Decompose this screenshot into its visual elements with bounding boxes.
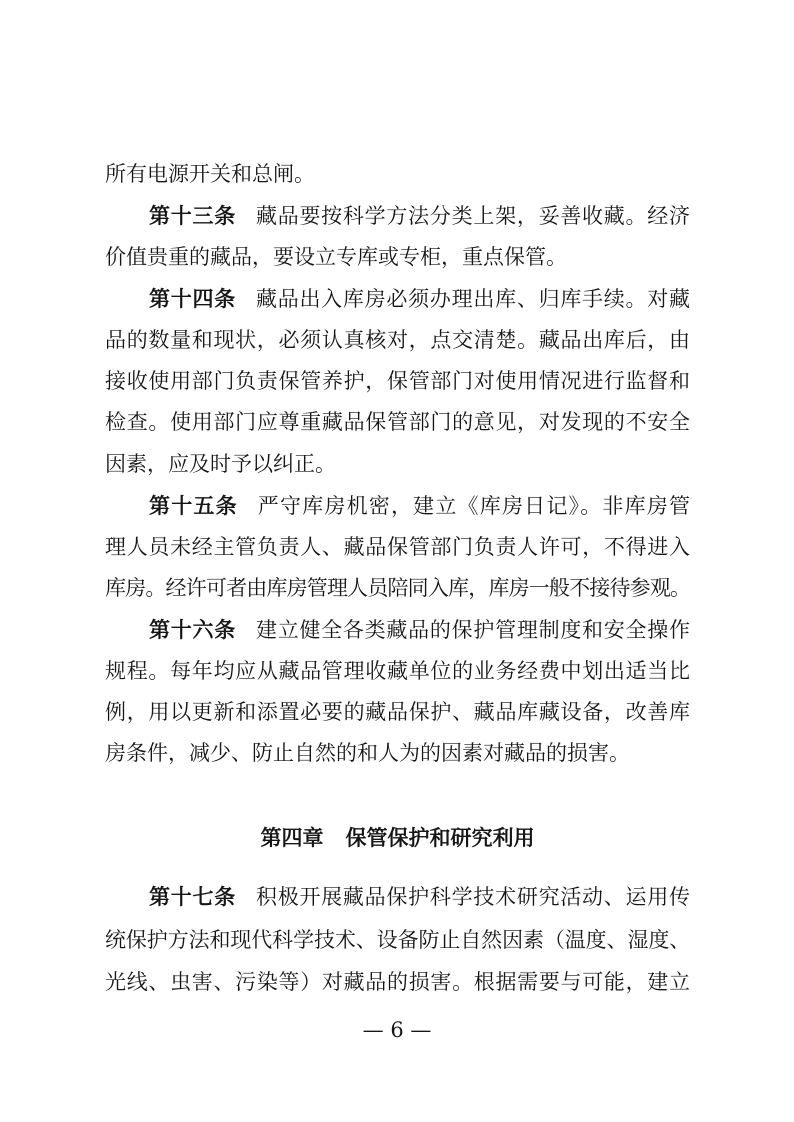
- article-text: 藏品出入库房必须办理出库、归库手续。对藏: [255, 287, 690, 312]
- text-line: 例，用以更新和添置必要的藏品保护、藏品库藏设备，改善库: [105, 700, 690, 725]
- text-line: 理人员未经主管负责人、藏品保管部门负责人许可，不得进入: [105, 534, 690, 559]
- article-14-first-line: [105, 278, 690, 319]
- body-text-lower: [105, 876, 690, 1004]
- article-label: 第十六条: [149, 617, 236, 643]
- body-text-upper: [105, 154, 690, 775]
- article-text: 严守库房机密，建立《库房日记》。非库房管: [257, 494, 690, 519]
- page-number: — 6 —: [362, 1018, 432, 1042]
- text-line: 光线、虫害、污染等）对藏品的损害。根据需要与可能，建立: [105, 970, 690, 994]
- text-line: 检查。使用部门应尊重藏品保管部门的意见，对发现的不安全: [105, 410, 690, 435]
- text-line: 价值贵重的藏品，要设立专库或专柜，重点保管。: [105, 244, 567, 269]
- article-text: 藏品要按科学方法分类上架，妥善收藏。经济: [255, 204, 690, 229]
- text-line: 库房。经许可者由库房管理人员陪同入库，库房一般不接待参观。: [105, 575, 690, 600]
- text-line: 规程。每年均应从藏品管理收藏单位的业务经费中划出适当比: [105, 658, 690, 683]
- article-label: 第十三条: [149, 203, 236, 229]
- article-15-first-line: [105, 485, 690, 526]
- article-13-first-line: [105, 195, 690, 236]
- text-line: 房条件，减少、防止自然的和人为的因素对藏品的损害。: [105, 741, 630, 766]
- article-17-first-line: [105, 876, 690, 919]
- text-line: 因素，应及时予以纠正。: [105, 451, 336, 476]
- chapter-number: 第四章: [260, 826, 324, 850]
- article-label: 第十七条: [149, 884, 236, 909]
- article-label: 第十四条: [149, 286, 236, 312]
- text-line: 品的数量和现状，必须认真核对，点交清楚。藏品出库后，由: [105, 327, 690, 352]
- chapter-title: 保管保护和研究利用: [345, 826, 535, 850]
- article-text: 积极开展藏品保护科学技术研究活动、运用传: [255, 885, 690, 909]
- text-line: 接收使用部门负责保管养护，保管部门对使用情况进行监督和: [105, 368, 690, 393]
- chapter-heading: [105, 818, 690, 859]
- article-text: 建立健全各类藏品的保护管理制度和安全操作: [255, 618, 690, 643]
- text-line: 统保护方法和现代科学技术、设备防止自然因素（温度、湿度、: [105, 927, 690, 952]
- article-16-first-line: [105, 609, 690, 650]
- text-line: 所有电源开关和总闸。: [105, 162, 315, 186]
- article-label: 第十五条: [149, 493, 238, 519]
